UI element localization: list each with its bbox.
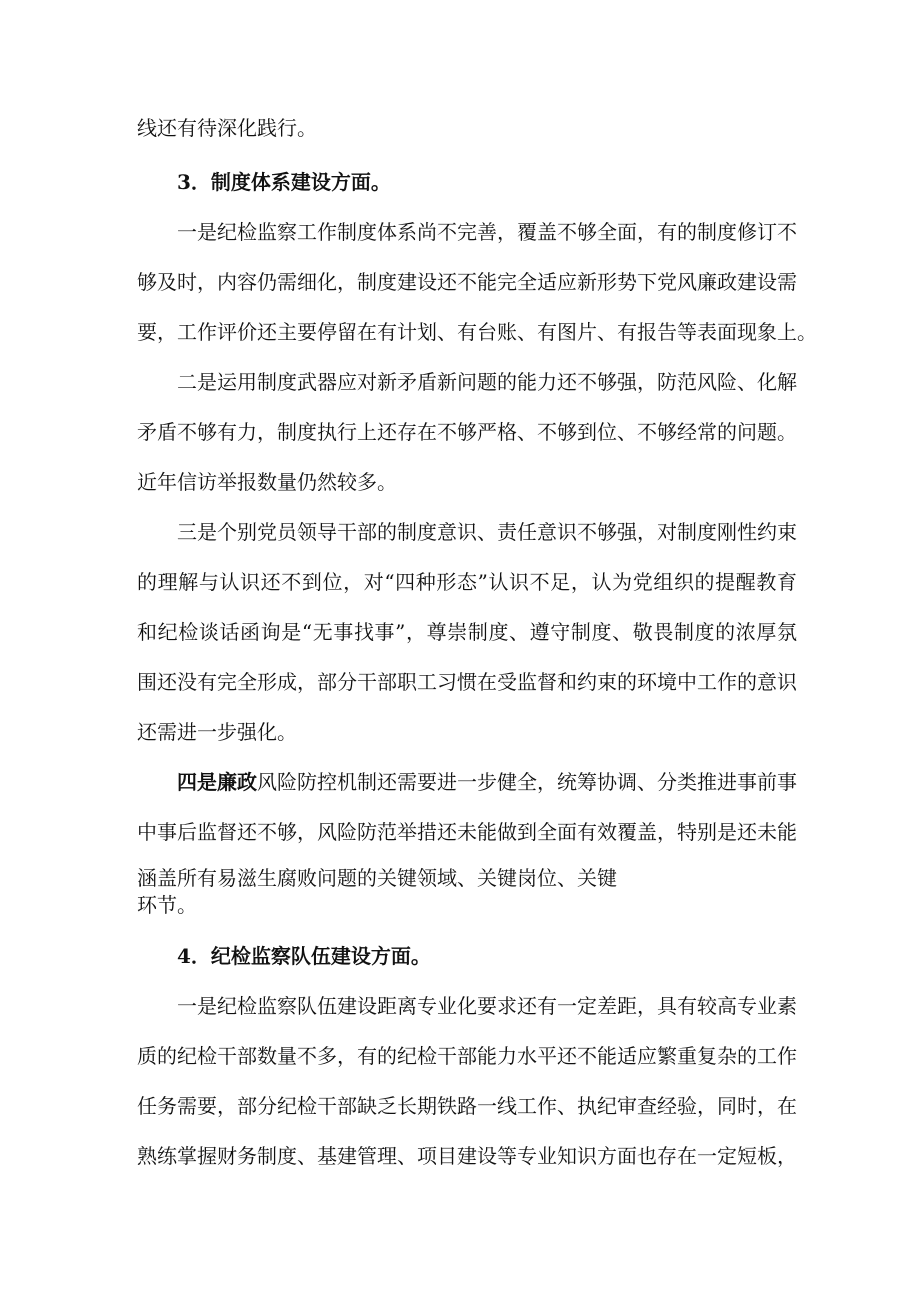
section-heading-4: 4．纪检监察队伍建设方面。 <box>177 944 431 968</box>
paragraph-line: 近年信访举报数量仍然较多。 <box>137 470 397 494</box>
paragraph-line: 还需进一步强化。 <box>137 720 297 744</box>
paragraph-line: 任务需要，部分纪检干部缺乏长期铁路一线工作、执纪审查经验，同时，在 <box>137 1094 797 1118</box>
paragraph-line: 要，工作评价还主要停留在有计划、有台账、有图片、有报告等表面现象上。 <box>137 320 817 344</box>
paragraph-line: 和纪检谈话函询是“无事找事”，尊崇制度、遵守制度、敬畏制度的浓厚氛 <box>137 620 797 644</box>
paragraph-line: 涵盖所有易滋生腐败问题的关键领域、关键岗位、关键 <box>137 866 617 890</box>
paragraph-line: 一是纪检监察工作制度体系尚不完善，覆盖不够全面，有的制度修订不 <box>177 220 797 244</box>
paragraph-line-mixed <box>177 762 797 802</box>
paragraph-line: 围还没有完全形成，部分干部职工习惯在受监督和约束的环境中工作的意识 <box>137 670 797 694</box>
paragraph-text: 风险防控机制还需要进一步健全，统筹协调、分类推进事前事 <box>257 770 797 794</box>
paragraph-line: 的理解与认识还不到位，对“四种形态”认识不足，认为党组织的提醒教育 <box>137 570 797 594</box>
section-heading-3: 3．制度体系建设方面。 <box>177 170 391 194</box>
paragraph-line: 够及时，内容仍需细化，制度建设还不能完全适应新形势下党风廉政建设需 <box>137 270 797 294</box>
paragraph-line: 中事后监督还不够，风险防范举措还未能做到全面有效覆盖，特别是还未能 <box>137 820 797 844</box>
paragraph-line: 环节。 <box>137 893 197 917</box>
paragraph-line: 二是运用制度武器应对新矛盾新问题的能力还不够强，防范风险、化解 <box>177 370 797 394</box>
paragraph-line: 三是个别党员领导干部的制度意识、责任意识不够强，对制度刚性约束 <box>177 520 797 544</box>
paragraph-line: 线还有待深化践行。 <box>137 116 317 140</box>
paragraph-line: 矛盾不够有力，制度执行上还存在不够严格、不够到位、不够经常的问题。 <box>137 420 797 444</box>
paragraph-line: 质的纪检干部数量不多，有的纪检干部能力水平还不能适应繁重复杂的工作 <box>137 1044 797 1068</box>
bold-lead-text: 四是廉政 <box>177 770 257 794</box>
paragraph-line: 一是纪检监察队伍建设距离专业化要求还有一定差距，具有较高专业素 <box>177 994 797 1018</box>
paragraph-line: 熟练掌握财务制度、基建管理、项目建设等专业知识方面也存在一定短板， <box>137 1144 797 1168</box>
